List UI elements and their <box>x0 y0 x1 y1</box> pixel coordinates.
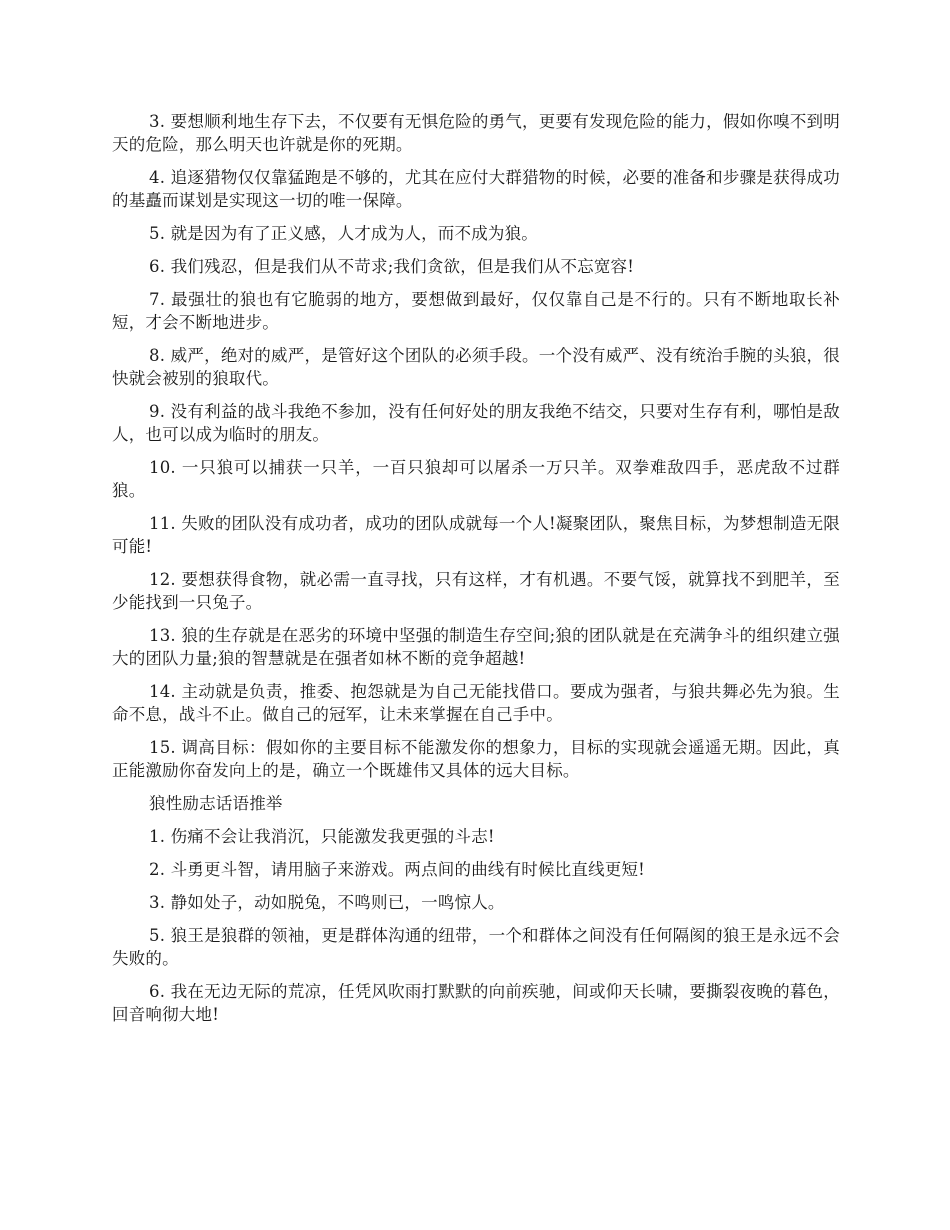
document-body <box>112 110 840 1036</box>
paragraph-12: 12. 要想获得食物，就必需一直寻找，只有这样，才有机遇。不要气馁，就算找不到肥羊，至少能找到一只兔子。 <box>112 570 840 612</box>
paragraph-14: 14. 主动就是负责，推委、抱怨就是为自己无能找借口。要成为强者，与狼共舞必先为狼。生命不息，战斗不止。做自己的冠军，让未来掌握在自己手中。 <box>112 682 840 724</box>
quote-6: 6. 我在无边无际的荒凉，任凭风吹雨打默默的向前疾驰，间或仰天长啸，要撕裂夜晚的暮色，回音响彻大地! <box>112 982 840 1024</box>
paragraph-3: 3. 要想顺利地生存下去，不仅要有无惧危险的勇气，更要有发现危险的能力，假如你嗅不到明天的危险，那么明天也许就是你的死期。 <box>112 112 840 154</box>
paragraph-4: 4. 追逐猎物仅仅靠猛跑是不够的，尤其在应付大群猎物的时候，必要的准备和步骤是获得成功的基矗而谋划是实现这一切的唯一保障。 <box>112 168 840 210</box>
paragraph-6: 6. 我们残忍，但是我们从不苛求;我们贪欲，但是我们从不忘宽容! <box>149 257 635 276</box>
paragraph-5: 5. 就是因为有了正义感，人才成为人，而不成为狼。 <box>149 224 538 243</box>
paragraph-10: 10. 一只狼可以捕获一只羊，一百只狼却可以屠杀一万只羊。双拳难敌四手，恶虎敌不过群狼。 <box>112 458 840 500</box>
quote-3: 3. 静如处子，动如脱兔，不鸣则已，一鸣惊人。 <box>149 893 505 912</box>
paragraph-13: 13. 狼的生存就是在恶劣的环境中坚强的制造生存空间;狼的团队就是在充满争斗的组织建立强大的团队力量;狼的智慧就是在强者如林不断的竞争超越! <box>112 626 840 668</box>
paragraph-11: 11. 失败的团队没有成功者，成功的团队成就每一个人!凝聚团队，聚焦目标，为梦想制造无限可能! <box>112 514 840 556</box>
paragraph-9: 9. 没有利益的战斗我绝不参加，没有任何好处的朋友我绝不结交，只要对生存有利，哪怕是敌人，也可以成为临时的朋友。 <box>112 402 840 444</box>
paragraph-7: 7. 最强壮的狼也有它脆弱的地方，要想做到最好，仅仅靠自己是不行的。只有不断地取长补短，才会不断地进步。 <box>112 290 840 332</box>
section-heading: 狼性励志话语推举 <box>149 794 283 813</box>
quote-1: 1. 伤痛不会让我消沉，只能激发我更强的斗志! <box>149 827 495 846</box>
paragraph-8: 8. 威严，绝对的威严，是管好这个团队的必须手段。一个没有威严、没有统治手腕的头狼，很快就会被别的狼取代。 <box>112 346 840 388</box>
quote-2: 2. 斗勇更斗智，请用脑子来游戏。两点间的曲线有时候比直线更短! <box>149 860 646 879</box>
quote-5: 5. 狼王是狼群的领袖，更是群体沟通的纽带，一个和群体之间没有任何隔阂的狼王是永远不会失败的。 <box>112 926 840 968</box>
paragraph-15: 15. 调高目标：假如你的主要目标不能激发你的想象力，目标的实现就会遥遥无期。因此，真正能激励你奋发向上的是，确立一个既雄伟又具体的远大目标。 <box>112 738 840 780</box>
